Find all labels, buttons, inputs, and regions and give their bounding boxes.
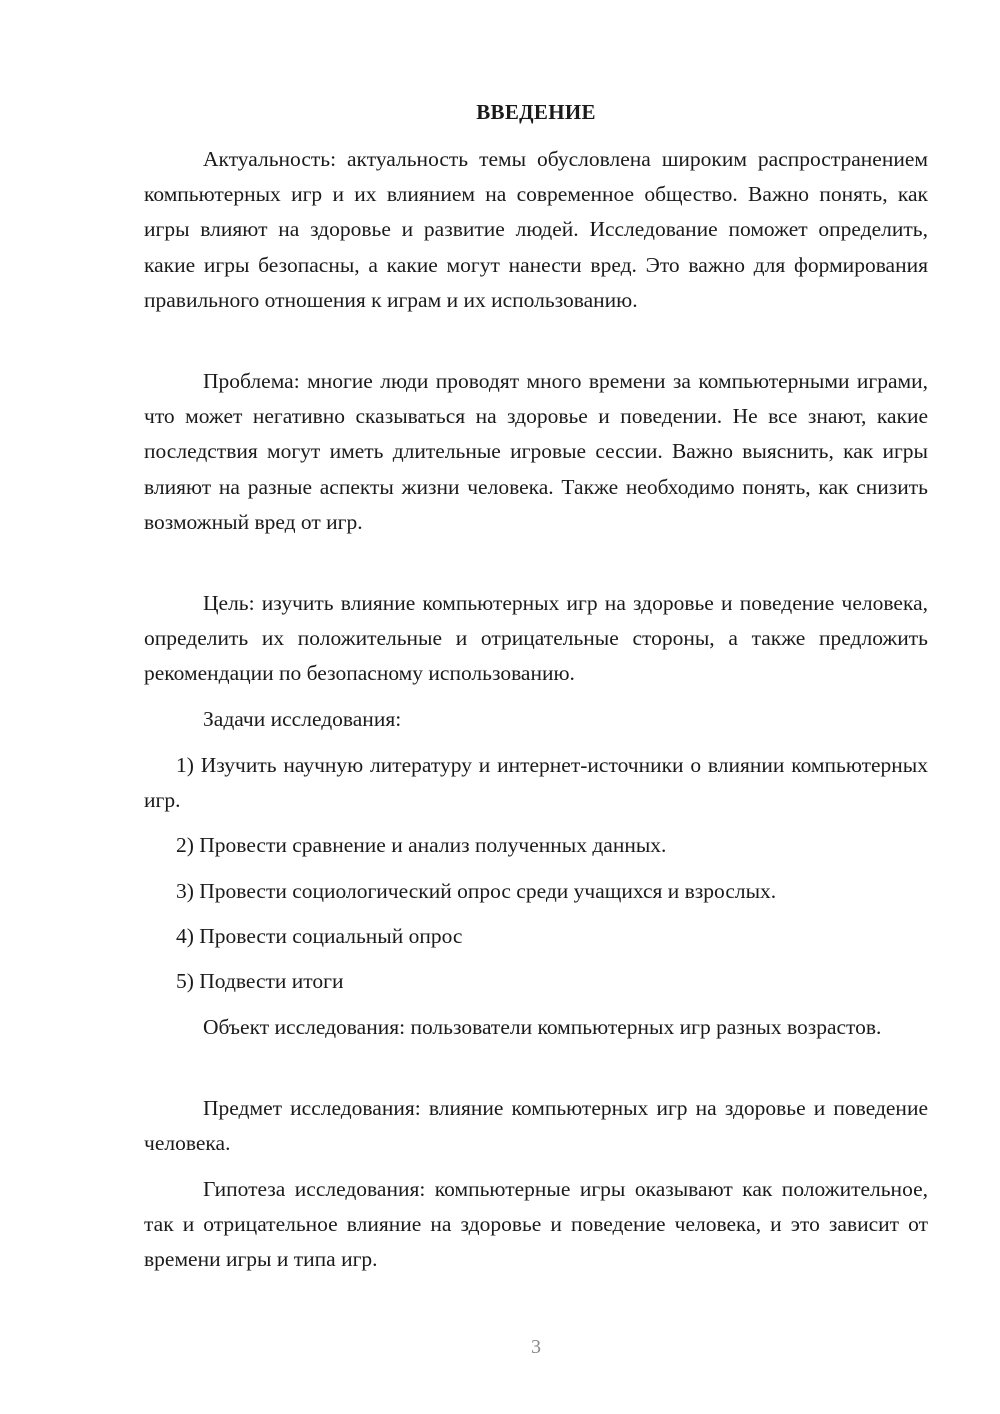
section-title: ВВЕДЕНИЕ	[476, 100, 596, 124]
relevance-paragraph: Актуальность: актуальность темы обусловлена широким распространением компьютерных игр и их влиянием на современное общество. Важно понять, как игры влияют на здоровье и развитие людей. Исследование поможет определить, какие игры безопасны, а какие могут нанести вред. Это важно для формирования правильного отношения к играм и их использованию.	[144, 147, 928, 312]
subject-paragraph: Предмет исследования: влияние компьютерных игр на здоровье и поведение человека.	[144, 1096, 928, 1156]
task-item-4: 4) Провести социальный опрос	[176, 924, 463, 948]
hypothesis-paragraph: Гипотеза исследования: компьютерные игры оказывают как положительное, так и отрицательное влияние на здоровье и поведение человека, и это зависит от времени игры и типа игр.	[144, 1177, 928, 1272]
task-item-5: 5) Подвести итоги	[176, 969, 344, 993]
task-item-2: 2) Провести сравнение и анализ полученных данных.	[176, 833, 667, 857]
page-number: 3	[531, 1336, 541, 1358]
problem-paragraph: Проблема: многие люди проводят много времени за компьютерными играми, что может негативно сказываться на здоровье и поведении. Не все знают, какие последствия могут иметь длительные игровые сессии. Важно выяснить, как игры влияют на разные аспекты жизни человека. Также необходимо понять, как снизить возможный вред от игр.	[144, 369, 928, 534]
task-item-3: 3) Провести социологический опрос среди учащихся и взрослых.	[176, 879, 777, 903]
goal-paragraph: Цель: изучить влияние компьютерных игр на здоровье и поведение человека, определить их положительные и отрицательные стороны, а также предложить рекомендации по безопасному использованию.	[144, 591, 928, 686]
object-paragraph: Объект исследования: пользователи компьютерных игр разных возрастов.	[203, 1015, 882, 1039]
task-item-1: 1) Изучить научную литературу и интернет-источники о влиянии компьютерных игр.	[144, 753, 928, 813]
tasks-heading: Задачи исследования:	[203, 707, 402, 731]
